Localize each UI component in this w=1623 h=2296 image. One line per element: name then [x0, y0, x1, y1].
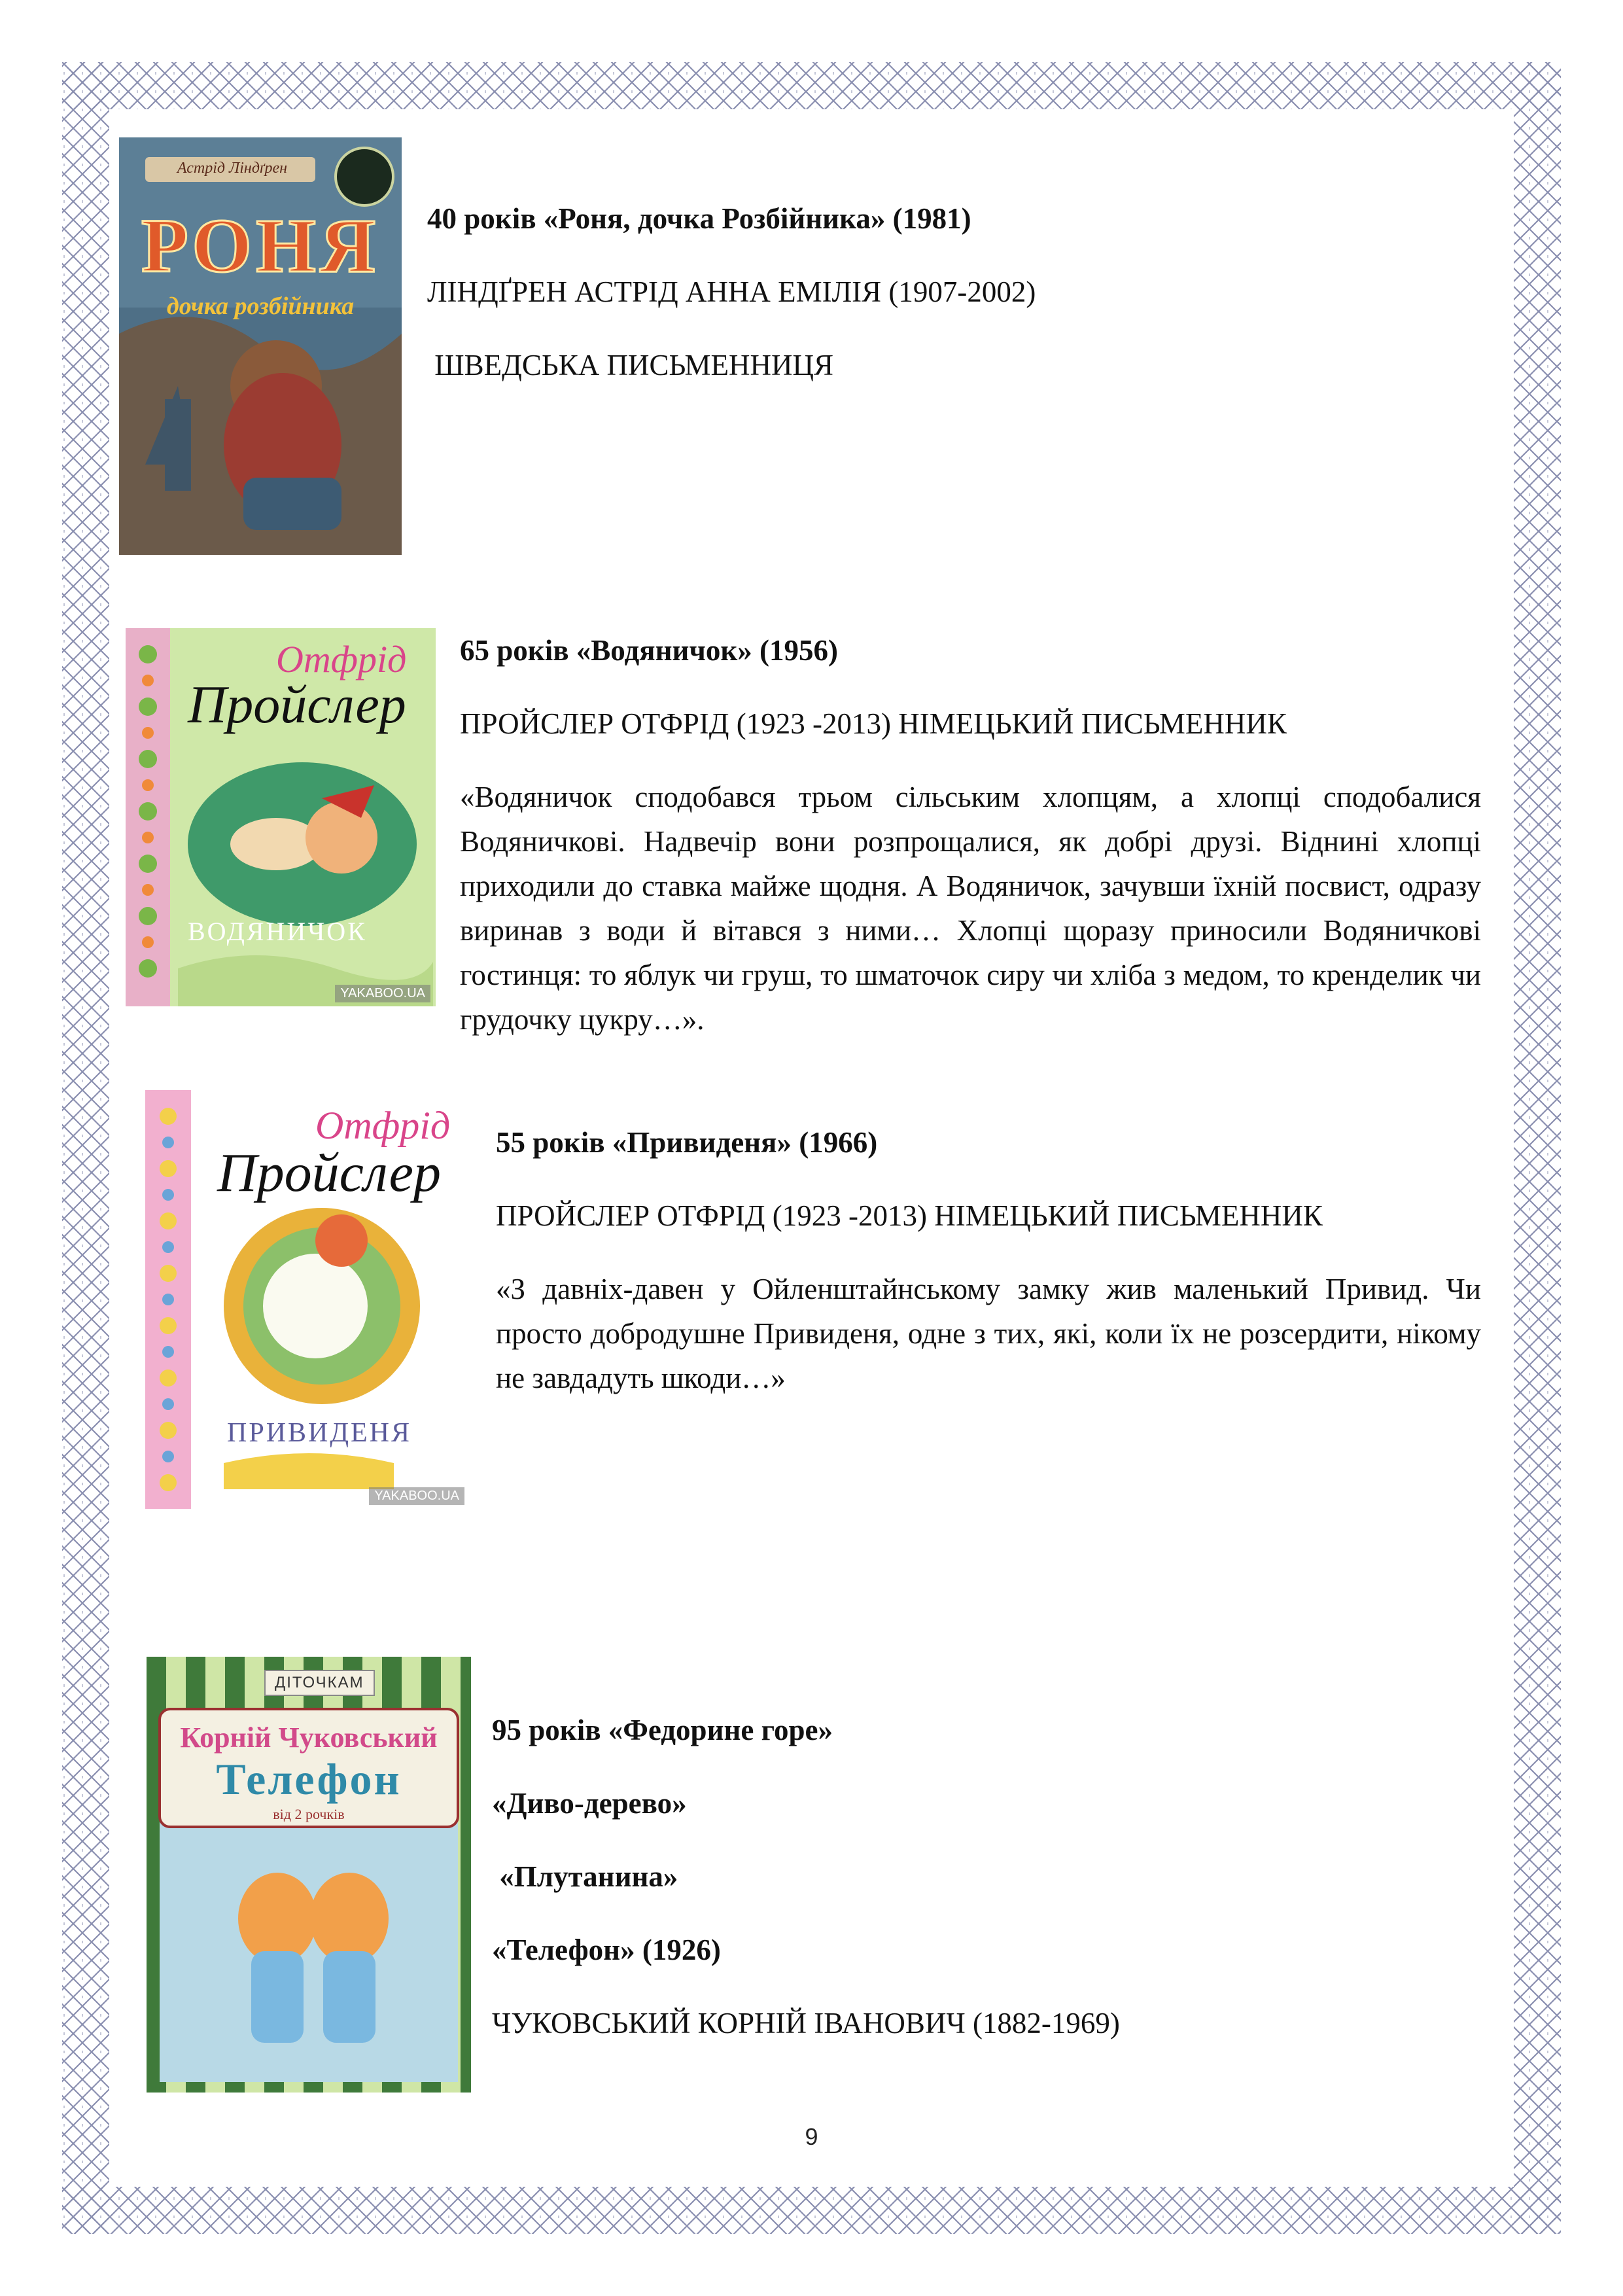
entry-text-chukovsky [492, 1708, 1473, 2045]
cover-author-first: Отфрід [315, 1104, 451, 1147]
book-cover-ronia [119, 137, 402, 555]
cover-watermark: YAKABOO.UA [335, 985, 430, 1002]
entry-text-ronia [427, 196, 1474, 387]
entry-nationality: ШВЕДСЬКА ПИСЬМЕННИЦЯ [427, 349, 834, 381]
entry-author: ПРОЙСЛЕР ОТФРІД (1923 -2013) НІМЕЦЬКИЙ ПИСЬМЕННИК [496, 1199, 1323, 1232]
entry-author: ЛІНДҐРЕН АСТРІД АННА ЕМІЛІЯ (1907-2002) [427, 275, 1036, 308]
cover-author-first: Отфрід [276, 638, 407, 680]
cover-title: ПРИВИДЕНЯ [227, 1418, 412, 1448]
cover-title: ВОДЯНИЧОК [188, 917, 367, 946]
entry-text-pryvydenia [496, 1120, 1481, 1400]
cover-watermark: YAKABOO.UA [369, 1487, 464, 1505]
entry-heading: 40 років «Роня, дочка Розбійника» (1981) [427, 202, 971, 235]
entry-title-3: «Плутанина» [492, 1860, 678, 1893]
cover-top-label: Астрід Ліндґрен [177, 160, 288, 177]
cover-title: РОНЯ [141, 203, 380, 289]
entry-heading: 65 років «Водяничок» (1956) [460, 634, 838, 667]
entry-quote: «З давніх-давен у Ойленштайнському замку жив маленький Привид. Чи просто добродушне Привиденя, одне з тих, які, коли їх не розсердити, нікому не завдадуть шкоди…» [496, 1273, 1481, 1394]
cover-author-last: Пройслер [188, 675, 406, 734]
entry-title-2: «Диво-дерево» [492, 1787, 687, 1820]
entry-title-4: «Телефон» (1926) [492, 1934, 721, 1966]
book-cover-telefon [147, 1657, 471, 2093]
page-number: 9 [805, 2123, 818, 2150]
entry-author: ПРОЙСЛЕР ОТФРІД (1923 -2013) НІМЕЦЬКИЙ ПИСЬМЕННИК [460, 707, 1287, 740]
cover-subtitle: дочка розбійника [166, 292, 355, 320]
entry-author: ЧУКОВСЬКИЙ КОРНІЙ ІВАНОВИЧ (1882-1969) [492, 2007, 1120, 2040]
entry-title-1: 95 років «Федорине горе» [492, 1714, 833, 1746]
cover-title: Телефон [216, 1754, 402, 1804]
book-cover-vodianychok [126, 628, 436, 1006]
cover-author: Корній Чуковський [180, 1722, 438, 1754]
entry-text-vodianychok [460, 628, 1481, 1042]
book-cover-pryvydenia [145, 1090, 470, 1509]
entry-heading: 55 років «Привиденя» (1966) [496, 1126, 878, 1159]
cover-author-last: Пройслер [217, 1142, 441, 1203]
cover-age-label: від 2 рочків [273, 1806, 345, 1822]
entry-quote: «Водяничок сподобався трьом сільським хлопцям, а хлопці сподобалися Водяничкові. Надвечір вони розпрощалися, як добрі друзі. Віднині хлопці приходили до ставка майже щодня. А Водяничок, зачувши їхній посвист, одразу виринав з води й вітався з ними… Хлопці щоразу приносили Водяничкові гостинця: то яблук чи груш, то шматочок сиру чи хліба з медом, то кренделик чи грудочку цукру…». [460, 781, 1481, 1036]
cover-series: ДІТОЧКАМ [264, 1670, 375, 1696]
